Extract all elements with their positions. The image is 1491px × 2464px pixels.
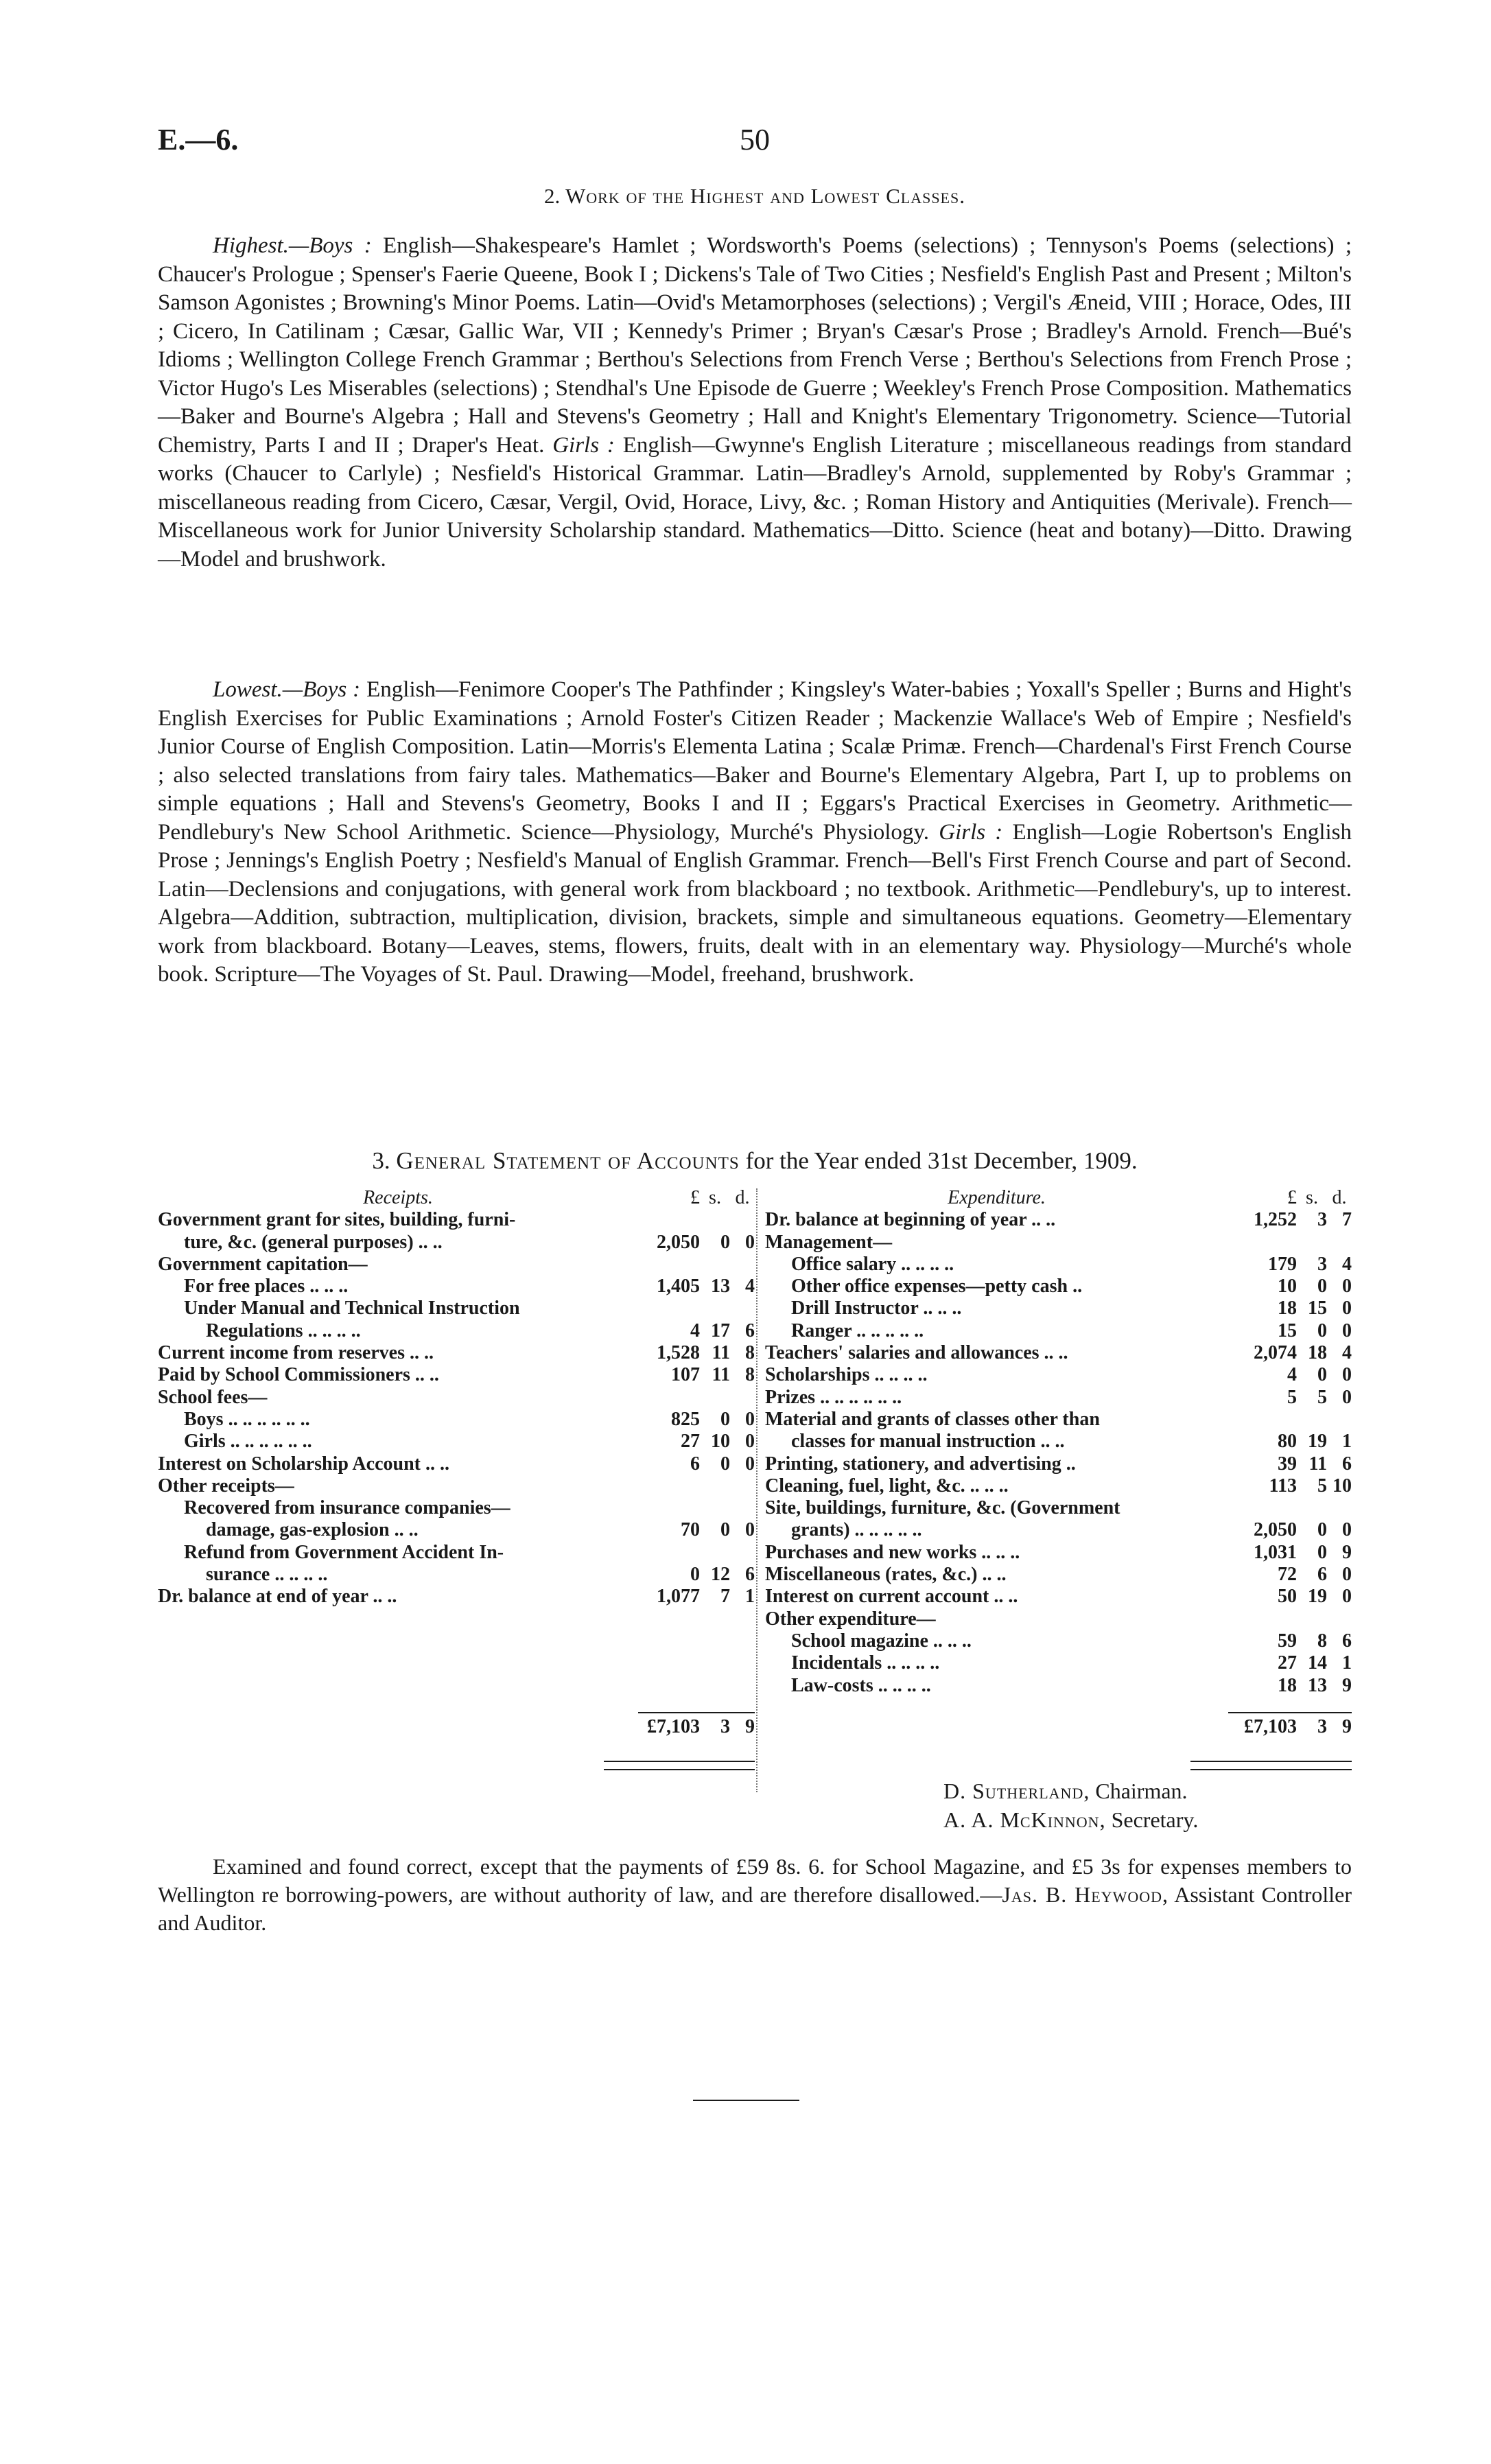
receipts-row-label: Paid by School Commissioners .. .. (158, 1364, 439, 1386)
expenditure-row-label: Teachers' salaries and allowances .. .. (765, 1342, 1068, 1364)
column-divider (756, 1188, 758, 1792)
secretary-signature (943, 1807, 1198, 1833)
expenditure-row-shillings: 19 (1308, 1586, 1327, 1608)
receipts-row-label: Government capitation— (158, 1253, 368, 1275)
expenditure-row (765, 1364, 1352, 1386)
highest-boys-lead: Highest.—Boys : (213, 233, 372, 258)
expenditure-row-shillings: 0 (1317, 1541, 1327, 1563)
receipts-row-pence: 8 (745, 1364, 755, 1386)
expenditure-row-pounds: 59 (1278, 1630, 1297, 1652)
expenditure-row (765, 1254, 1352, 1276)
expenditure-table (765, 1187, 1352, 1737)
expenditure-row-pence: 4 (1342, 1253, 1352, 1275)
expenditure-row-label: Site, buildings, furniture, &c. (Government (765, 1497, 1120, 1519)
expenditure-total-double-rule (1190, 1761, 1352, 1770)
expenditure-shillings-header: s. (1306, 1187, 1318, 1208)
receipts-row-label: Regulations .. .. .. .. (206, 1319, 361, 1341)
receipts-row (158, 1564, 755, 1586)
expenditure-total-row (765, 1712, 1352, 1737)
receipts-row-pence: 6 (745, 1319, 755, 1341)
receipts-spacer (158, 1608, 755, 1697)
receipts-row (158, 1209, 755, 1231)
expenditure-row-label: School magazine .. .. .. (791, 1630, 972, 1652)
receipts-row-label: Refund from Government Accident In- (184, 1541, 504, 1563)
lowest-boys-lead: Lowest.—Boys : (213, 677, 361, 702)
receipts-row-label: Girls .. .. .. .. .. .. (184, 1431, 312, 1453)
receipts-row-label: Government grant for sites, building, furni- (158, 1209, 516, 1231)
expenditure-row-label: Incidentals .. .. .. .. (791, 1652, 940, 1674)
expenditure-row-label: Other expenditure— (765, 1608, 936, 1630)
expenditure-row-pounds: 2,074 (1254, 1342, 1297, 1364)
receipts-total-shillings: 3 (720, 1715, 730, 1737)
receipts-row-shillings: 0 (720, 1408, 730, 1430)
receipts-row-shillings: 13 (711, 1276, 730, 1298)
expenditure-row-pence: 1 (1342, 1431, 1352, 1453)
auditor-note (158, 1853, 1352, 1937)
section-2-number: 2. (544, 184, 561, 208)
receipts-row (158, 1586, 755, 1608)
secretary-name: A. A. McKinnon, (943, 1807, 1106, 1832)
receipts-row (158, 1276, 755, 1298)
expenditure-row-shillings: 0 (1317, 1519, 1327, 1541)
expenditure-row-shillings: 0 (1317, 1276, 1327, 1298)
expenditure-row-pence: 0 (1342, 1564, 1352, 1586)
receipts-row (158, 1254, 755, 1276)
expenditure-row (765, 1630, 1352, 1652)
receipts-row (158, 1519, 755, 1541)
section-2-title (158, 184, 1352, 209)
receipts-row-pounds: 70 (681, 1519, 700, 1541)
expenditure-row-label: Drill Instructor .. .. .. (791, 1298, 962, 1319)
receipts-row-label: School fees— (158, 1386, 268, 1408)
receipts-row-label: ture, &c. (general purposes) .. .. (184, 1231, 443, 1253)
expenditure-heading: Expenditure. (948, 1187, 1046, 1208)
expenditure-row-shillings: 5 (1317, 1386, 1327, 1408)
expenditure-row-pounds: 72 (1278, 1564, 1297, 1586)
receipts-row (158, 1475, 755, 1497)
expenditure-row (765, 1542, 1352, 1564)
receipts-row-pence: 0 (745, 1408, 755, 1430)
expenditure-row (765, 1342, 1352, 1364)
page-number: 50 (740, 123, 770, 156)
expenditure-row-shillings: 5 (1317, 1475, 1327, 1497)
expenditure-pence-header: d. (1332, 1187, 1347, 1208)
chairman-name: D. Sutherland, (943, 1779, 1090, 1803)
document-reference: E.—6. (158, 123, 239, 156)
expenditure-row-label: Prizes .. .. .. .. .. .. (765, 1386, 902, 1408)
receipts-row-label: damage, gas-explosion .. .. (206, 1519, 419, 1541)
receipts-row (158, 1409, 755, 1431)
receipts-row (158, 1232, 755, 1254)
expenditure-row-label: grants) .. .. .. .. .. (791, 1519, 922, 1541)
lowest-classes-paragraph (158, 676, 1352, 989)
expenditure-row-pence: 0 (1342, 1586, 1352, 1608)
receipts-row (158, 1298, 755, 1319)
receipts-row (158, 1497, 755, 1519)
receipts-row (158, 1431, 755, 1453)
receipts-total-double-rule (604, 1761, 755, 1770)
expenditure-row-label: Cleaning, fuel, light, &c. .. .. .. (765, 1475, 1009, 1497)
receipts-row-pounds: 1,077 (657, 1586, 700, 1608)
receipts-row-label: surance .. .. .. .. (206, 1564, 328, 1586)
expenditure-row-label: Law-costs .. .. .. .. (791, 1674, 931, 1696)
receipts-row-pounds: 1,405 (657, 1276, 700, 1298)
expenditure-row (765, 1652, 1352, 1674)
receipts-row-pounds: 6 (690, 1453, 700, 1475)
expenditure-row-pence: 6 (1342, 1453, 1352, 1475)
expenditure-row-pounds: 80 (1278, 1431, 1297, 1453)
receipts-row-shillings: 12 (711, 1564, 730, 1586)
expenditure-row-shillings: 0 (1317, 1364, 1327, 1386)
highest-boys-text: English—Shakespeare's Hamlet ; Wordsworth's Poems (selections) ; Tennyson's Poems (selections) ; Chaucer's Prologue ; Spenser's Faerie Queene, Book I ; Dickens's Tale of Two Cities ; Nesfield's English Past and Present ; Milton's Samson Agonistes ; Browning's Minor Poems. Latin—Ovid's Metamorphoses (selections) ; Vergil's Æneid, VIII ; Horace, Odes, III ; Cicero, In Catilinam ; Cæsar, Gallic War, VII ; Kennedy's Primer ; Bryan's Cæsar's Prose ; Bradley's Arnold. French—Bué's Idioms ; Wellington College French Grammar ; Berthou's Selections from French Verse ; Berthou's Selections from French Prose ; Victor Hugo's Les Miserables (selections) ; Stendhal's Une Episode de Guerre ; Weekley's French Prose Composition. Mathematics—Baker and Bourne's Algebra ; Hall and Stevens's Geometry ; Hall and Knight's Elementary Trigonometry. Science—Tutorial Chemistry, Parts I and II ; Draper's Heat. (158, 233, 1352, 458)
receipts-shillings-header: s. (709, 1187, 721, 1208)
expenditure-row-shillings: 15 (1308, 1298, 1327, 1319)
expenditure-row-pounds: 50 (1278, 1586, 1297, 1608)
expenditure-row-label: Scholarships .. .. .. .. (765, 1364, 928, 1386)
expenditure-row (765, 1564, 1352, 1586)
receipts-row-pounds: 825 (671, 1408, 700, 1430)
expenditure-row-shillings: 0 (1317, 1319, 1327, 1341)
expenditure-row-shillings: 8 (1317, 1630, 1327, 1652)
receipts-row-pounds: 4 (690, 1319, 700, 1341)
receipts-row-pence: 6 (745, 1564, 755, 1586)
receipts-row-label: Current income from reserves .. .. (158, 1342, 434, 1364)
expenditure-row (765, 1209, 1352, 1231)
expenditure-row-label: Material and grants of classes other than (765, 1408, 1100, 1430)
expenditure-row-pounds: 18 (1278, 1674, 1297, 1696)
expenditure-row (765, 1497, 1352, 1519)
receipts-row-shillings: 0 (720, 1231, 730, 1253)
expenditure-row-pence: 10 (1332, 1475, 1352, 1497)
receipts-row-pence: 4 (745, 1276, 755, 1298)
expenditure-row-pence: 0 (1342, 1386, 1352, 1408)
receipts-row-label: Other receipts— (158, 1475, 294, 1497)
expenditure-row-shillings: 19 (1308, 1431, 1327, 1453)
expenditure-row-pounds: 27 (1278, 1652, 1297, 1674)
receipts-row-pounds: 1,528 (657, 1342, 700, 1364)
expenditure-row (765, 1387, 1352, 1409)
expenditure-row (765, 1475, 1352, 1497)
expenditure-row-shillings: 3 (1317, 1253, 1327, 1275)
receipts-row (158, 1453, 755, 1475)
receipts-row (158, 1364, 755, 1386)
expenditure-row-label: Dr. balance at beginning of year .. .. (765, 1209, 1056, 1231)
expenditure-row-pounds: 113 (1269, 1475, 1297, 1497)
section-3-heading-caps: General Statement of Accounts (396, 1147, 740, 1174)
expenditure-row-pounds: 15 (1278, 1319, 1297, 1341)
expenditure-total-pounds: £7,103 (1244, 1715, 1297, 1737)
receipts-row-pence: 0 (745, 1453, 755, 1475)
expenditure-total-shillings: 3 (1317, 1715, 1327, 1737)
expenditure-row-pence: 0 (1342, 1364, 1352, 1386)
receipts-row-pence: 0 (745, 1519, 755, 1541)
expenditure-row-pounds: 4 (1287, 1364, 1297, 1386)
expenditure-row (765, 1608, 1352, 1630)
receipts-row-shillings: 11 (712, 1342, 730, 1364)
auditor-role: Assistant Controller and Auditor. (158, 1882, 1352, 1935)
expenditure-row (765, 1409, 1352, 1431)
receipts-row-shillings: 7 (720, 1586, 730, 1608)
section-3-heading-rest: for the Year ended 31st December, 1909. (745, 1147, 1138, 1174)
chairman-signature (943, 1779, 1188, 1804)
expenditure-row-pence: 9 (1342, 1674, 1352, 1696)
expenditure-row-pounds: 18 (1278, 1298, 1297, 1319)
receipts-total-row (158, 1712, 755, 1737)
expenditure-row (765, 1453, 1352, 1475)
expenditure-row (765, 1586, 1352, 1608)
expenditure-header-row (765, 1187, 1352, 1209)
receipts-row-pounds: 2,050 (657, 1231, 700, 1253)
expenditure-row-shillings: 6 (1317, 1564, 1327, 1586)
expenditure-row-label: Printing, stationery, and advertising .. (765, 1453, 1076, 1475)
receipts-row-label: Under Manual and Technical Instruction (184, 1298, 520, 1319)
receipts-row-shillings: 0 (720, 1453, 730, 1475)
receipts-row-label: Boys .. .. .. .. .. .. (184, 1408, 310, 1430)
expenditure-row-label: Office salary .. .. .. .. (791, 1253, 954, 1275)
expenditure-row-label: Interest on current account .. .. (765, 1586, 1018, 1608)
receipts-row-label: Recovered from insurance companies— (184, 1497, 510, 1519)
receipts-row-pounds: 107 (671, 1364, 700, 1386)
expenditure-row-pounds: 39 (1278, 1453, 1297, 1475)
lowest-girls-text: English—Logie Robertson's English Prose ; Jennings's English Poetry ; Nesfield's Manual of English Grammar. French—Bell's First French Course and part of Second. Latin—Declensions and conjugations, with general work from blackboard ; no textbook. Arithmetic—Pendlebury's, up to interest. Algebra—Addition, subtraction, multiplication, division, brackets, simple and simultaneous equations. Geometry—Elementary work from blackboard. Botany—Leaves, stems, flowers, fruits, dealt with in an elementary way. Physiology—Murché's whole book. Scripture—The Voyages of St. Paul. Drawing—Model, freehand, brushwork. (158, 819, 1352, 987)
receipts-row-pence: 0 (745, 1431, 755, 1453)
receipts-row-pence: 8 (745, 1342, 755, 1364)
expenditure-row-pence: 1 (1342, 1652, 1352, 1674)
expenditure-row-pence: 0 (1342, 1298, 1352, 1319)
expenditure-row-shillings: 3 (1317, 1209, 1327, 1231)
receipts-row-label: Dr. balance at end of year .. .. (158, 1586, 397, 1608)
receipts-row-pence: 0 (745, 1231, 755, 1253)
expenditure-row-pence: 9 (1342, 1541, 1352, 1563)
receipts-row (158, 1342, 755, 1364)
expenditure-row-shillings: 13 (1308, 1674, 1327, 1696)
highest-girls-text: English—Gwynne's English Literature ; miscellaneous readings from standard works (Chaucer to Carlyle) ; Nesfield's Historical Grammar. Latin—Bradley's Arnold, supplemented by Roby's Grammar ; miscellaneous reading from Cicero, Cæsar, Vergil, Ovid, Horace, Livy, &c. ; Roman History and Antiquities (Merivale). French—Miscellaneous work for Junior University Scholarship standard. Mathematics—Ditto. Science (heat and botany)—Ditto. Drawing—Model and brushwork. (158, 432, 1352, 572)
receipts-heading: Receipts. (363, 1187, 433, 1208)
receipts-row (158, 1542, 755, 1564)
receipts-total-pence: 9 (745, 1715, 755, 1737)
lowest-girls-lead: Girls : (939, 819, 1003, 845)
section-3-title (158, 1147, 1352, 1175)
receipts-total-pounds: £7,103 (647, 1715, 700, 1737)
expenditure-row (765, 1431, 1352, 1453)
section-2-heading: Work of the Highest and Lowest Classes. (565, 184, 965, 208)
secretary-role: Secretary. (1111, 1807, 1199, 1832)
expenditure-row (765, 1276, 1352, 1298)
receipts-row-shillings: 11 (712, 1364, 730, 1386)
expenditure-row-shillings: 18 (1308, 1342, 1327, 1364)
receipts-row-pounds: 0 (690, 1564, 700, 1586)
receipts-row-label: For free places .. .. .. (184, 1276, 349, 1298)
expenditure-row-pence: 0 (1342, 1519, 1352, 1541)
expenditure-row-label: classes for manual instruction .. .. (791, 1431, 1065, 1453)
auditor-name: Jas. B. Heywood, (1002, 1882, 1169, 1907)
expenditure-row-pence: 6 (1342, 1630, 1352, 1652)
expenditure-row-pounds: 1,252 (1254, 1209, 1297, 1231)
expenditure-row-pence: 4 (1342, 1342, 1352, 1364)
receipts-row (158, 1320, 755, 1342)
receipts-row-shillings: 17 (711, 1319, 730, 1341)
receipts-row-pounds: 27 (681, 1431, 700, 1453)
lowest-boys-text: English—Fenimore Cooper's The Pathfinder ; Kingsley's Water-babies ; Yoxall's Speller ; Burns and Hight's English Exercises for Public Examinations ; Arnold Foster's Citizen Reader ; Mackenzie Wallace's Web of Empire ; Nesfield's Junior Course of English Composition. Latin—Morris's Elementa Latina ; Scalæ Primæ. French—Chardenal's First French Course ; also selected translations from fairy tales. Mathematics—Baker and Bourne's Elementary Algebra, Part I, up to problems on simple equations ; Hall and Stevens's Geometry, Books I and II ; Eggars's Practical Exercises in Geometry. Arithmetic—Pendlebury's New School Arithmetic. Science—Physiology, Murché's Physiology. (158, 677, 1352, 845)
expenditure-row-label: Other office expenses—petty cash .. (791, 1276, 1083, 1298)
chairman-role: Chairman. (1095, 1779, 1188, 1803)
receipts-pence-header: d. (735, 1187, 750, 1208)
receipts-row-shillings: 0 (720, 1519, 730, 1541)
expenditure-row-pounds: 2,050 (1254, 1519, 1297, 1541)
expenditure-row-pounds: 179 (1268, 1253, 1297, 1275)
expenditure-row (765, 1232, 1352, 1254)
expenditure-row-pounds: 10 (1278, 1276, 1297, 1298)
expenditure-row-label: Ranger .. .. .. .. .. (791, 1319, 924, 1341)
receipts-row (158, 1387, 755, 1409)
expenditure-row-label: Miscellaneous (rates, &c.) .. .. (765, 1564, 1007, 1586)
section-3-number: 3. (372, 1147, 390, 1174)
expenditure-total-pence: 9 (1342, 1715, 1352, 1737)
receipts-row-shillings: 10 (711, 1431, 730, 1453)
expenditure-row-pence: 0 (1342, 1276, 1352, 1298)
expenditure-row-pence: 0 (1342, 1319, 1352, 1341)
expenditure-row-pounds: 5 (1287, 1386, 1297, 1408)
expenditure-row-pounds: 1,031 (1254, 1541, 1297, 1563)
expenditure-row (765, 1519, 1352, 1541)
expenditure-row-label: Purchases and new works .. .. .. (765, 1541, 1020, 1563)
receipts-table (158, 1187, 755, 1737)
expenditure-row-pence: 7 (1342, 1209, 1352, 1231)
highest-classes-paragraph (158, 232, 1352, 574)
expenditure-row-shillings: 14 (1308, 1652, 1327, 1674)
highest-girls-lead: Girls : (552, 432, 615, 458)
receipts-row-label: Interest on Scholarship Account .. .. (158, 1453, 449, 1475)
expenditure-row (765, 1298, 1352, 1319)
receipts-header-row (158, 1187, 755, 1209)
expenditure-row-shillings: 11 (1308, 1453, 1327, 1475)
receipts-row-pence: 1 (745, 1586, 755, 1608)
expenditure-row-label: Management— (765, 1231, 893, 1253)
end-rule (693, 2100, 799, 2101)
expenditure-pounds-header: £ (1287, 1187, 1297, 1208)
auditor-note-text: Examined and found correct, except that the payments of £59 8s. 6. for School Magazine, and £5 3s for expenses members to Wellington re borrowing-powers, are without authority of law, and are therefore disallowed.— (158, 1854, 1352, 1907)
receipts-pounds-header: £ (690, 1187, 700, 1208)
expenditure-row (765, 1320, 1352, 1342)
expenditure-row (765, 1675, 1352, 1697)
